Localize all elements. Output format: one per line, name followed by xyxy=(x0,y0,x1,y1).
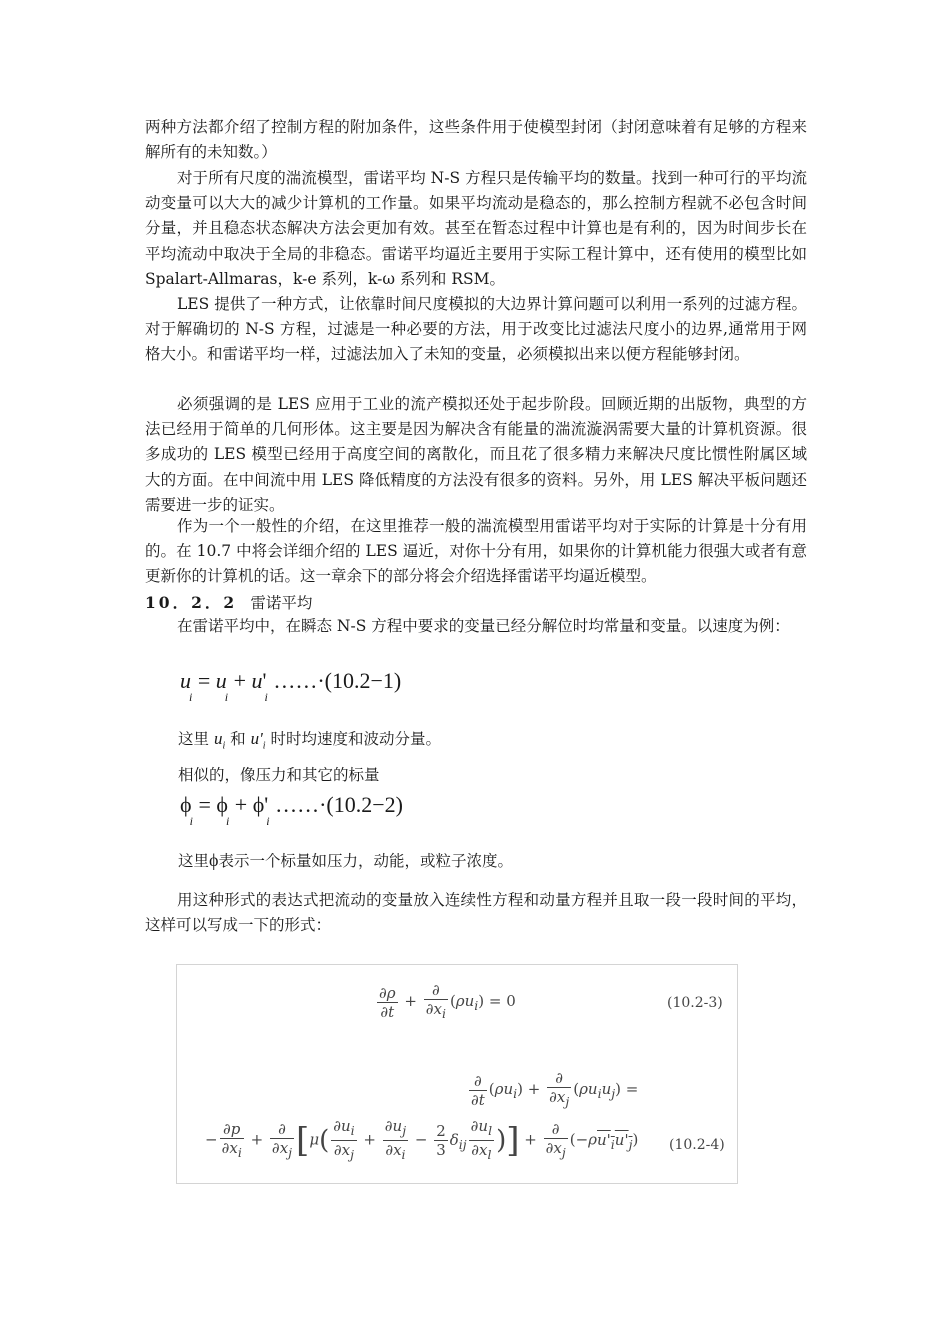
intro-paragraph: 在雷诺平均中，在瞬态 N-S 方程中要求的变量已经分解位时均常量和变量。以速度为例： xyxy=(177,617,790,635)
continuity-equation: $\frac{\partial\rho}{\partial t}$ + $\frac{\partial}{\partial x_i}$ $(\rho u_i) = 0$ xyxy=(379,981,516,1021)
equation-10-2-3-number: (10.2-3) xyxy=(667,995,723,1011)
section-title: 雷诺平均 xyxy=(250,594,313,612)
paragraph-2: 对于所有尺度的湍流模型，雷诺平均 N-S 方程只是传输平均的数量。找到一种可行的平均流动变量可以大大的减少计算机的工作量。如果平均流动是稳态的，那么控制方程就不必包含时间分量，并且稳态状态解决方法会更加有效。甚至在暂态过程中计算也是有利的，因为时间步长在平均流动中取决于全局的非稳态。雷诺平均逼近主要用于实际工程计算中，还有使用的模型比如 Spalart-Allmaras，k-e 系列，k-ω 系列和 RSM。 xyxy=(145,169,807,288)
equation-10-2-2-number: ……·(10.2−2) xyxy=(275,792,403,817)
equation-10-2-4-number: (10.2-4) xyxy=(669,1137,725,1153)
paragraph-1: 两种方法都介绍了控制方程的附加条件，这些条件用于使模型封闭（封闭意味着有足够的方程来解所有的未知数。） xyxy=(145,118,807,162)
note-scalar: 这里ϕ表示一个标量如压力，动能，或粒子浓度。 xyxy=(178,850,514,870)
equation-image-box xyxy=(176,964,738,1184)
note-similar: 相似的，像压力和其它的标量 xyxy=(178,766,380,784)
equation-10-2-1: $u_i = u_i + u'_i$ ……·(10.2−1) xyxy=(180,668,402,704)
note-velocity: 这里 $u_i$ 和 $u'_i$ 时时均速度和波动分量。 xyxy=(178,729,441,752)
equation-10-2-1-number: ……·(10.2−1) xyxy=(273,668,402,693)
paragraph-4: 必须强调的是 LES 应用于工业的流产模拟还处于起步阶段。回顾近期的出版物，典型的方法已经用于简单的几何形体。这主要是因为解决含有能量的湍流漩涡需要大量的计算机资源。很多成功的 LES 模型已经用于高度空间的离散化，而且花了很多精力来解决尺度比惯性附属区域大的方面。在中间流中用 LES 降低精度的方法没有很多的资料。另外，用 LES 解决平板问题还需要进一步的证实。 xyxy=(145,395,807,514)
closing-paragraph: 用这种形式的表达式把流动的变量放入连续性方程和动量方程并且取一段一段时间的平均，这样可以写成一下的形式： xyxy=(145,891,807,935)
section-number: 10．2．2 xyxy=(145,593,238,612)
momentum-equation-line2: − $\frac{\partial p}{\partial x_i}$ + $\frac{\partial}{\partial x_j}$ [μ( $\frac{\partial u_i}{\partial x_j}$ + $\frac{\partial u_j}{\partial x_i}$ − $\frac{2}{3}$ $\delta_{ij}$ $\frac{\partial u_l}{\partial x_l}$ )] + $\frac{\partial}{\partial x_j}$ $(-\rho u'_iu'_j)$ xyxy=(205,1117,639,1162)
momentum-equation-line1: $\frac{\partial}{\partial t}$ $(\rho u_i)$ + $\frac{\partial}{\partial x_j}$ $(\rho u_iu_j)$ = xyxy=(471,1069,639,1109)
equation-10-2-2: $\phi_i = \phi_i + \phi'_i$ ……·(10.2−2) xyxy=(180,792,403,828)
section-heading xyxy=(145,590,312,616)
paragraph-3: LES 提供了一种方式，让依靠时间尺度模拟的大边界计算问题可以利用一系列的过滤方程。对于解确切的 N-S 方程，过滤是一种必要的方法，用于改变比过滤法尺度小的边界,通常用于网格大小。和雷诺平均一样，过滤法加入了未知的变量，必须模拟出来以便方程能够封闭。 xyxy=(145,295,807,364)
paragraph-5: 作为一个一般性的介绍，在这里推荐一般的湍流模型用雷诺平均对于实际的计算是十分有用的。在 10.7 中将会详细介绍的 LES 逼近，对你十分有用，如果你的计算机能力很强大或者有意更新你的计算机的话。这一章余下的部分将会介绍选择雷诺平均逼近模型。 xyxy=(145,517,807,586)
